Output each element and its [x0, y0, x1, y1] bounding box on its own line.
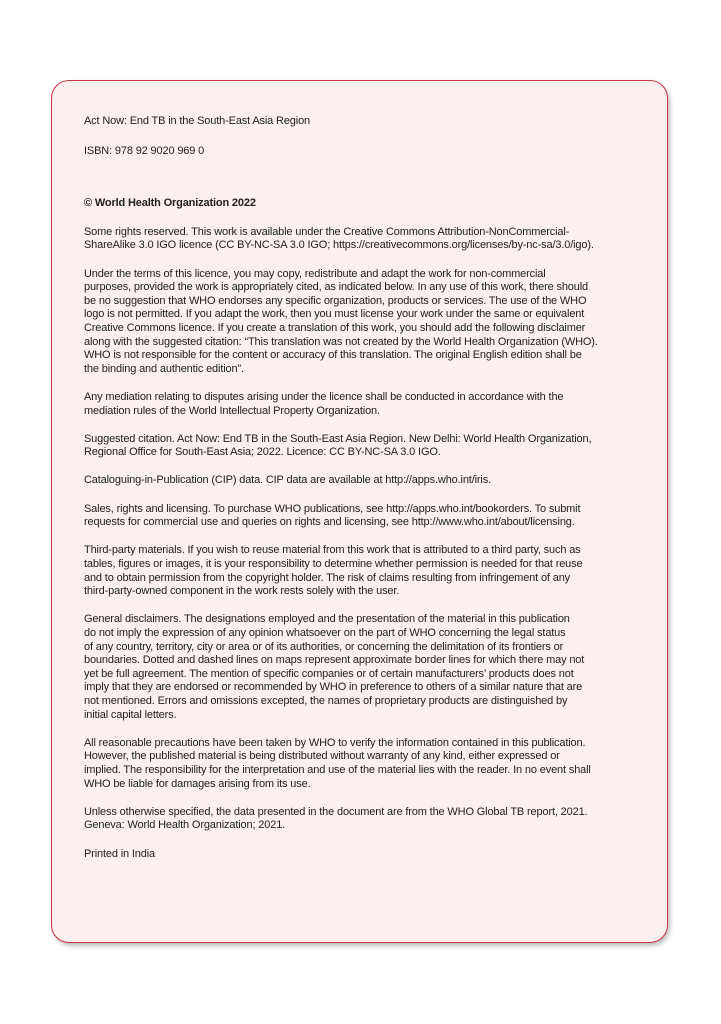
printed-in-line: Printed in India	[84, 847, 155, 860]
rights-reserved-paragraph: Some rights reserved. This work is available under the Creative Commons Attribution-NonCommercial- ShareAlike 3.0 IGO licence (CC BY-NC-SA 3.0 IGO; https://creativecommons.org/licenses/by-nc-sa/3.0/igo).	[84, 225, 594, 252]
precautions-paragraph: All reasonable precautions have been taken by WHO to verify the information contained in this publication. However, the published material is being distributed without warranty of any kind, either expressed or implied. The responsibility for the interpretation and use of the material lies with the reader. In no event shall WHO be liable for damages arising from its use.	[84, 736, 591, 790]
isbn-line: ISBN: 978 92 9020 969 0	[84, 144, 205, 157]
publication-title: Act Now: End TB in the South-East Asia Region	[84, 115, 311, 127]
suggested-citation-paragraph: Suggested citation. Act Now: End TB in the South-East Asia Region. New Delhi: World Health Organization, Regional Office for South-East Asia; 2022. Licence: CC BY-NC-SA 3.0 IGO.	[84, 432, 592, 459]
cip-data-paragraph: Cataloguing-in-Publication (CIP) data. CIP data are available at http://apps.who.int/iris.	[84, 474, 491, 487]
licence-terms-paragraph: Under the terms of this licence, you may copy, redistribute and adapt the work for non-commercial purposes, provided the work is appropriately cited, as indicated below. In any use of this work, there should be no suggestion that WHO endorses any specific organization, products or services. The use of the WHO logo is not permitted. If you adapt the work, then you must license your work under the same or equivalent Creative Commons licence. If you create a translation of this work, you should add the following disclaimer along with the suggested citation: “This translation was not created by the World Health Organization (WHO). WHO is not responsible for the content or accuracy of this translation. The original English edition shall be the binding and authentic edition”.	[84, 267, 598, 375]
third-party-materials-paragraph: Third-party materials. If you wish to reuse material from this work that is attributed to a third party, such as tables, figures or images, it is your responsibility to determine whether permission is needed for that reuse and to obtain permission from the copyright holder. The risk of claims resulting from infringement of any third-party-owned component in the work rests solely with the user.	[84, 544, 583, 598]
mediation-paragraph: Any mediation relating to disputes arising under the licence shall be conducted in accordance with the mediation rules of the World Intellectual Property Organization.	[84, 390, 564, 417]
sales-rights-paragraph: Sales, rights and licensing. To purchase WHO publications, see http://apps.who.int/bookorders. To submit requests for commercial use and queries on rights and licensing, see http://www.who.int/about/licensing.	[84, 502, 581, 529]
copyright-page-content	[84, 115, 642, 861]
copyright-page-card	[51, 80, 668, 943]
data-source-paragraph: Unless otherwise specified, the data presented in the document are from the WHO Global TB report, 2021. Geneva: World Health Organization; 2021.	[84, 805, 588, 832]
copyright-heading: © World Health Organization 2022	[84, 197, 256, 210]
general-disclaimers-paragraph: General disclaimers. The designations employed and the presentation of the material in this publication do not imply the expression of any opinion whatsoever on the part of WHO concerning the legal status of any country, territory, city or area or of its authorities, or concerning the delimitation of its frontiers or boundaries. Dotted and dashed lines on maps represent approximate border lines for which there may not yet be full agreement. The mention of specific companies or of certain manufacturers’ products does not imply that they are endorsed or recommended by WHO in preference to others of a similar nature that are not mentioned. Errors and omissions excepted, the names of proprietary products are distinguished by initial capital letters.	[84, 613, 585, 721]
